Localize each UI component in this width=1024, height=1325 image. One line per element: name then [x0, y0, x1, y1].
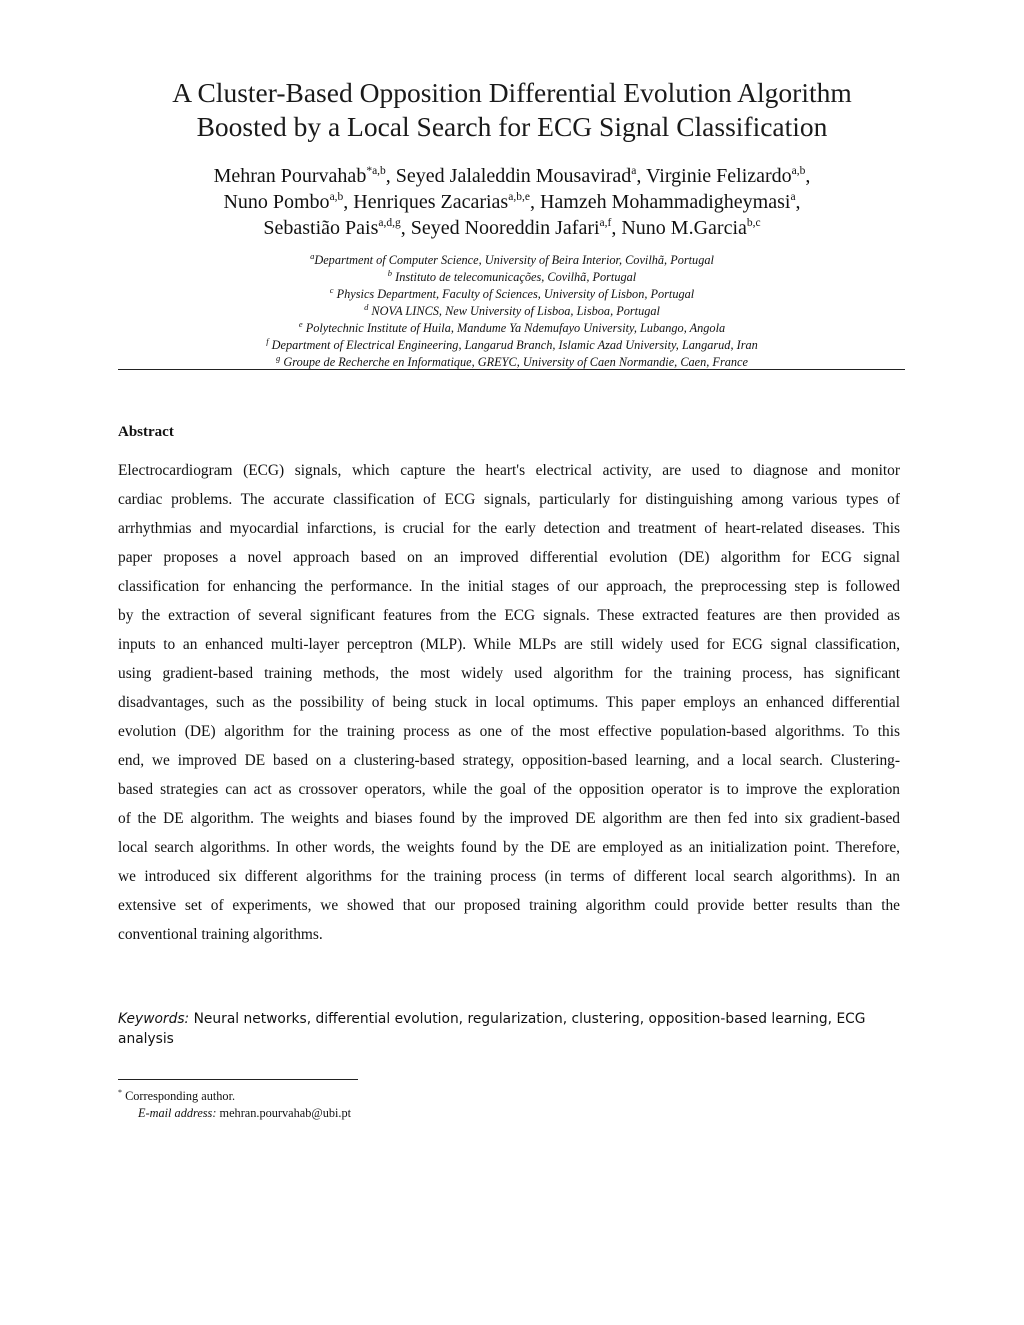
author-name: Hamzeh Mohammadigheymasi [539, 191, 791, 213]
abstract-heading: Abstract [118, 424, 174, 440]
affiliation-text: Groupe de Recherche en Informatique, GREYC, University of Caen Normandie, Caen, France [283, 355, 748, 369]
author-list [60, 163, 964, 241]
author-affiliation-mark: a,d,g [378, 217, 401, 229]
email-address[interactable]: mehran.pourvahab@ubi.pt [219, 1106, 352, 1120]
author-name: Nuno M.Garcia [621, 217, 747, 239]
footnote-mark: * [118, 1088, 122, 1097]
keywords-label: Keywords: [118, 1011, 190, 1027]
footnote-line [118, 1088, 351, 1105]
author-affiliation-mark: a,b,e [508, 191, 530, 203]
abstract-line: conventional training algorithms. [118, 926, 323, 943]
keywords [118, 1009, 908, 1049]
abstract-line: end, we improved DE based on a clustering-based strategy, opposition-based learning, and a local search. Clustering- [118, 752, 900, 769]
abstract-line: evolution (DE) algorithm for the training process as one of the most effective population-based algorithms. To this [118, 723, 900, 740]
author-name: Sebastião Pais [263, 217, 379, 239]
affiliation [60, 252, 964, 269]
affiliation-text: Department of Electrical Engineering, Langarud Branch, Islamic Azad University, Langarud, Iran [271, 338, 758, 352]
abstract-line: disadvantages, such as the possibility of being stuck in local optimums. This paper employs an enhanced differential [118, 694, 900, 711]
affiliation [60, 303, 964, 320]
abstract-body [118, 456, 900, 949]
title-line: Boosted by a Local Search for ECG Signal Classification [196, 111, 828, 142]
abstract-line: by the extraction of several significant features from the ECG signals. These extracted features are then provided as [118, 607, 900, 624]
author-affiliation-mark: *a,b [366, 165, 386, 177]
affiliation-mark: b [387, 268, 393, 278]
author-name: Nuno Pombo [223, 191, 330, 213]
author-name: Mehran Pourvahab [213, 165, 367, 187]
author-line: Mehran Pourvahab$^{*a,b}$, Seyed Jalaleddin Mousavirad$^a$, Virginie Felizardo$^{a,b}$, [213, 165, 811, 187]
abstract-line: based strategies can act as crossover operators, while the goal of the opposition operator is to improve the exploration [118, 781, 900, 798]
abstract-line: using gradient-based training methods, the most widely used algorithm for the training process, has significant [118, 665, 900, 682]
author-name: Henriques Zacarias [353, 191, 509, 213]
abstract-line: paper proposes a novel approach based on an improved differential evolution (DE) algorithm for ECG signal [118, 549, 900, 566]
footnote-email-line [118, 1105, 351, 1122]
affiliation-mark: d [364, 302, 369, 312]
abstract-line: we introduced six different algorithms for the training process (in terms of different local search algorithms). In an [118, 868, 900, 885]
author-line: Nuno Pombo$^{a,b}$, Henriques Zacarias$^{a,b,e}$, Hamzeh Mohammadigheymasi$^a$, [223, 191, 801, 213]
affiliation [60, 269, 964, 286]
footnote-divider [118, 1079, 358, 1080]
affiliation-mark: a [310, 251, 315, 261]
affiliation [60, 286, 964, 303]
affiliation-text: Physics Department, Faculty of Sciences, University of Lisbon, Portugal [336, 287, 695, 301]
abstract-line: local search algorithms. In other words, the weights found by the DE are employed as an initialization point. Therefore, [118, 839, 900, 856]
keywords-line: analysis [118, 1031, 174, 1047]
affiliation-text: Polytechnic Institute of Huila, Mandume Ya Ndemufayo University, Lubango, Angola [305, 321, 726, 335]
affiliation-text: Department of Computer Science, University of Beira Interior, Covilhã, Portugal [314, 253, 714, 267]
author-name: Seyed Nooreddin Jafari [410, 217, 600, 239]
email-label: E-mail address: [138, 1106, 217, 1120]
affiliation [60, 337, 964, 354]
footnote [118, 1088, 351, 1122]
abstract-line: of the DE algorithm. The weights and biases found by the improved DE algorithm are then fed into six gradient-based [118, 810, 900, 827]
affiliation-mark: f [266, 336, 269, 346]
author-line: Sebastião Pais$^{a,d,g}$, Seyed Nooreddin Jafari$^{a,f}$, Nuno M.Garcia$^{b,c}$ [263, 217, 761, 239]
author-name: Virginie Felizardo [646, 165, 792, 187]
header-divider [118, 369, 905, 370]
abstract-line: cardiac problems. The accurate classification of ECG signals, particularly for distinguishing among various types of [118, 491, 900, 508]
author-affiliation-mark: a,f [599, 217, 612, 229]
abstract-line: extensive set of experiments, we showed that our proposed training algorithm could provide better results than the [118, 897, 900, 914]
title-line: A Cluster-Based Opposition Differential Evolution Algorithm [172, 77, 852, 108]
keywords-text: Neural networks, differential evolution, regularization, clustering, opposition-based learning, ECG [193, 1011, 866, 1027]
affiliation-list [60, 252, 964, 371]
author-affiliation-mark: a,b [791, 165, 806, 177]
abstract-line: classification for enhancing the performance. In the initial stages of our approach, the preprocessing step is followed [118, 578, 900, 595]
affiliation-text: Instituto de telecomunicações, Covilhã, Portugal [395, 270, 637, 284]
affiliation-mark: c [329, 285, 334, 295]
affiliation-mark: e [298, 319, 303, 329]
abstract-line: inputs to an enhanced multi-layer perceptron (MLP). While MLPs are still widely used for ECG signal classification, [118, 636, 900, 653]
author-affiliation-mark: a [631, 165, 637, 177]
affiliation [60, 320, 964, 337]
author-affiliation-mark: b,c [746, 217, 761, 229]
affiliation-mark: g [276, 353, 281, 363]
keywords-line [118, 1009, 908, 1029]
author-affiliation-mark: a [790, 191, 796, 203]
abstract-line: arrhythmias and myocardial infarctions, is crucial for the early detection and treatment of heart-related diseases. This [118, 520, 900, 537]
paper-title [60, 76, 964, 144]
author-affiliation-mark: a,b [329, 191, 344, 203]
corresponding-author-note: Corresponding author. [125, 1089, 236, 1103]
abstract-line: Electrocardiogram (ECG) signals, which capture the heart's electrical activity, are used to diagnose and monitor [118, 462, 900, 479]
author-name: Seyed Jalaleddin Mousavirad [395, 165, 632, 187]
affiliation-text: NOVA LINCS, New University of Lisboa, Lisboa, Portugal [371, 304, 660, 318]
